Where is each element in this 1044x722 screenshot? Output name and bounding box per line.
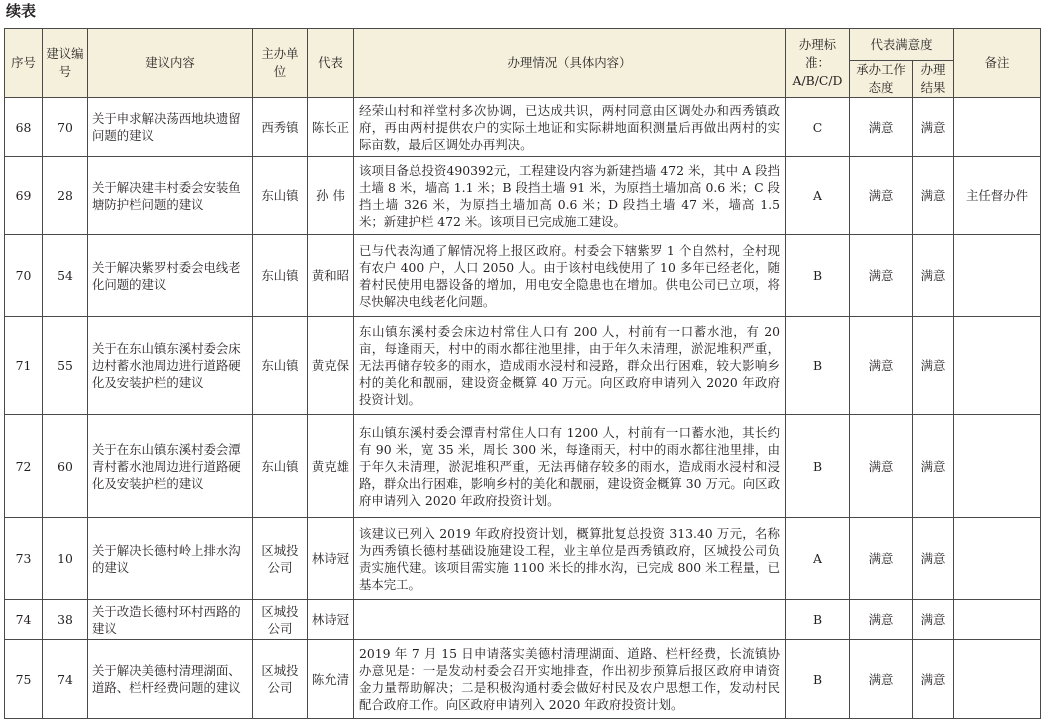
- table-row: [5, 640, 1041, 719]
- header-content: 建议内容: [88, 29, 253, 98]
- cell-result: 满意: [913, 640, 954, 719]
- cell-attitude: 满意: [850, 317, 913, 415]
- cell-seq: 68: [5, 98, 43, 157]
- cell-attitude: 满意: [850, 600, 913, 640]
- cell-rep: 黄和昭: [308, 235, 354, 317]
- header-remark: 备注: [954, 29, 1041, 98]
- cell-detail: [354, 600, 786, 640]
- cell-host-unit: 东山镇: [253, 415, 308, 518]
- cell-remark: [954, 235, 1041, 317]
- cell-content: 关于申求解决荡西地块遗留问题的建议: [88, 98, 253, 157]
- cell-content: 关于解决长德村岭上排水沟的建议: [88, 518, 253, 600]
- cell-seq: 69: [5, 157, 43, 235]
- table-header: [5, 29, 1041, 98]
- cell-proposal-no: 54: [43, 235, 88, 317]
- cell-host-unit: 区城投公司: [253, 518, 308, 600]
- cell-host-unit: 东山镇: [253, 317, 308, 415]
- cell-attitude: 满意: [850, 640, 913, 719]
- header-attitude: 承办工作态度: [850, 61, 913, 98]
- cell-result: 满意: [913, 235, 954, 317]
- cell-rep: 陈允清: [308, 640, 354, 719]
- table-caption: 续表: [6, 2, 37, 20]
- cell-host-unit: 西秀镇: [253, 98, 308, 157]
- cell-standard: B: [786, 600, 850, 640]
- cell-content: 关于解决紫罗村委会电线老化问题的建议: [88, 235, 253, 317]
- cell-seq: 74: [5, 600, 43, 640]
- header-host-unit: 主办单位: [253, 29, 308, 98]
- cell-result: 满意: [913, 317, 954, 415]
- cell-remark: [954, 98, 1041, 157]
- cell-host-unit: 区城投公司: [253, 640, 308, 719]
- cell-result: 满意: [913, 98, 954, 157]
- cell-standard: B: [786, 235, 850, 317]
- header-result: 办理结果: [913, 61, 954, 98]
- table-body: [5, 98, 1041, 719]
- cell-result: 满意: [913, 157, 954, 235]
- cell-remark: 主任督办件: [954, 157, 1041, 235]
- cell-rep: 黄克保: [308, 317, 354, 415]
- cell-proposal-no: 28: [43, 157, 88, 235]
- cell-proposal-no: 60: [43, 415, 88, 518]
- header-handling: 办理情况（具体内容）: [354, 29, 786, 98]
- table-row: [5, 518, 1041, 600]
- cell-proposal-no: 10: [43, 518, 88, 600]
- cell-standard: A: [786, 518, 850, 600]
- cell-detail: 该建议已列入 2019 年政府投资计划，概算批复总投资 313.40 万元，名称为西秀镇长德村基础设施建设工程，业主单位是西秀镇政府，区城投公司负责实施代建。该项目需实施 1100 米长的排水沟，已完成 800 米工程量，已基本完工。: [354, 518, 786, 600]
- cell-proposal-no: 74: [43, 640, 88, 719]
- cell-content: 关于在东山镇东溪村委会潭青村蓄水池周边进行道路硬化及安装护栏的建议: [88, 415, 253, 518]
- cell-content: 关于解决建丰村委会安装鱼塘防护栏问题的建议: [88, 157, 253, 235]
- cell-attitude: 满意: [850, 415, 913, 518]
- cell-proposal-no: 70: [43, 98, 88, 157]
- proposal-table: [4, 28, 1041, 719]
- cell-remark: [954, 640, 1041, 719]
- cell-seq: 73: [5, 518, 43, 600]
- table-row: [5, 317, 1041, 415]
- cell-standard: B: [786, 640, 850, 719]
- cell-detail: 已与代表沟通了解情况将上报区政府。村委会下辖紫罗 1 个自然村，全村现有农户 400 户，人口 2050 人。由于该村电线使用了 10 多年已经老化，随着村民使用电器设备的增加，用电安全隐患也在增加。供电公司已立项，将尽快解决电线老化问题。: [354, 235, 786, 317]
- cell-standard: A: [786, 157, 850, 235]
- header-satisfaction: 代表满意度: [850, 29, 954, 61]
- cell-detail: 东山镇东溪村委会潭青村常住人口有 1200 人，村前有一口蓄水池，其长约有 90 米，宽 35 米，周长 300 米，每逢雨天，村中的雨水都往池里排，由于年久未清理，淤泥堆积严重，无法再储存较多的雨水，造成雨水浸村和浸路，群众出行困难，影响乡村的美化和靓丽，建设资金概算 30 万元。向区政府申请列入 2020 年政府投资计划。: [354, 415, 786, 518]
- cell-standard: B: [786, 317, 850, 415]
- cell-rep: 黄克雄: [308, 415, 354, 518]
- cell-remark: [954, 600, 1041, 640]
- cell-content: 关于改造长德村环村西路的建议: [88, 600, 253, 640]
- cell-host-unit: 东山镇: [253, 235, 308, 317]
- cell-remark: [954, 317, 1041, 415]
- table-row: [5, 157, 1041, 235]
- cell-detail: 东山镇东溪村委会床边村常住人口有 200 人，村前有一口蓄水池，有 20 亩，每逢雨天，村中的雨水都往池里排，由于年久未清理，淤泥堆积严重，无法再储存较多的雨水，造成雨水浸村和浸路，群众出行困难，较大影响乡村的美化和靓丽，建设资金概算 40 万元。向区政府申请列入 2020 年政府投资计划。: [354, 317, 786, 415]
- cell-result: 满意: [913, 415, 954, 518]
- cell-remark: [954, 518, 1041, 600]
- cell-rep: 林诗冠: [308, 600, 354, 640]
- cell-seq: 72: [5, 415, 43, 518]
- header-standard: 办理标准：A/B/C/D: [786, 29, 850, 98]
- cell-host-unit: 区城投公司: [253, 600, 308, 640]
- cell-standard: C: [786, 98, 850, 157]
- cell-remark: [954, 415, 1041, 518]
- cell-content: 关于在东山镇东溪村委会床边村蓄水池周边进行道路硬化及安装护栏的建议: [88, 317, 253, 415]
- header-rep: 代表: [308, 29, 354, 98]
- cell-seq: 71: [5, 317, 43, 415]
- cell-detail: 该项目备总投资490392元，工程建设内容为新建挡墙 472 米，其中 A 段挡土墙 8 米，墙高 1.1 米；B 段挡土墙 91 米，为原挡土墙加高 0.6 米；C 段挡土墙 326 米，为原挡土墙加高 0.6 米；D 段挡土墙 47 米，墙高 1.5 米；新建护栏 472 米。该项目已完成施工建设。: [354, 157, 786, 235]
- cell-attitude: 满意: [850, 98, 913, 157]
- cell-detail: 经荣山村和祥堂村多次协调，已达成共识，两村同意由区调处办和西秀镇政府，再由两村提供农户的实际土地证和实际耕地面积测量后再做出两村的实际亩数，最后区调处办再判决。: [354, 98, 786, 157]
- cell-attitude: 满意: [850, 235, 913, 317]
- table-row: [5, 600, 1041, 640]
- cell-result: 满意: [913, 518, 954, 600]
- cell-attitude: 满意: [850, 518, 913, 600]
- table-row: [5, 415, 1041, 518]
- cell-rep: 孙 伟: [308, 157, 354, 235]
- cell-rep: 林诗冠: [308, 518, 354, 600]
- header-seq: 序号: [5, 29, 43, 98]
- cell-proposal-no: 38: [43, 600, 88, 640]
- cell-standard: B: [786, 415, 850, 518]
- header-proposal-no: 建议编号: [43, 29, 88, 98]
- table-row: [5, 235, 1041, 317]
- table-row: [5, 98, 1041, 157]
- cell-seq: 75: [5, 640, 43, 719]
- cell-detail: 2019 年 7 月 15 日申请落实美德村清理湖面、道路、栏杆经费，长流镇协办意见是：一是发动村委会召开实地排查，作出初步预算后报区政府申请资金力量帮助解决；二是积极沟通村委会做好村民及农户思想工作，发动村民配合政府工作。向区政府申请列入 2020 年政府投资计划。: [354, 640, 786, 719]
- cell-proposal-no: 55: [43, 317, 88, 415]
- cell-seq: 70: [5, 235, 43, 317]
- cell-attitude: 满意: [850, 157, 913, 235]
- cell-content: 关于解决美德村清理湖面、道路、栏杆经费问题的建议: [88, 640, 253, 719]
- cell-result: 满意: [913, 600, 954, 640]
- cell-rep: 陈长正: [308, 98, 354, 157]
- cell-host-unit: 东山镇: [253, 157, 308, 235]
